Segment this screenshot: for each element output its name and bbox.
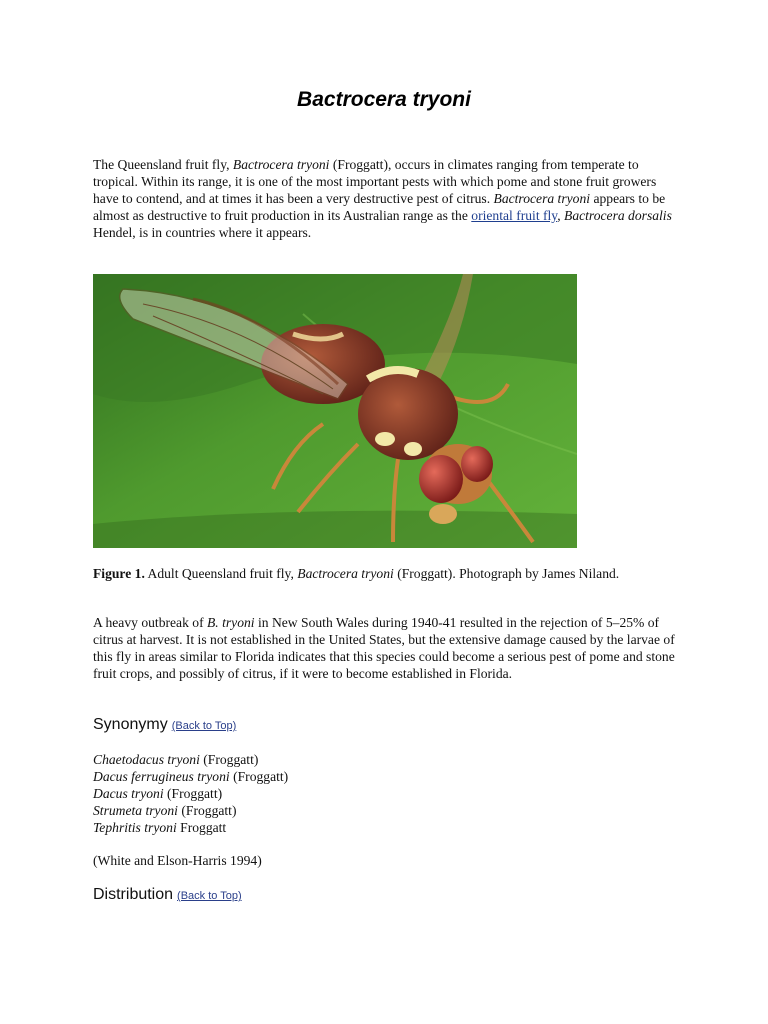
figure-label: Figure 1. (93, 566, 145, 581)
synonym-name: Dacus ferrugineus tryoni (93, 769, 230, 784)
oriental-fruit-fly-link[interactable]: oriental fruit fly (471, 208, 558, 223)
intro-text-4: , (557, 208, 565, 223)
caption-text-1: Adult Queensland fruit fly, (144, 566, 298, 581)
synonym-author: (Froggatt) (199, 752, 259, 767)
fruit-fly-illustration (93, 274, 577, 548)
synonymy-heading-text: Synonymy (93, 716, 168, 733)
intro-text-3: appears to be almost as destructive to fruit production in its Australian range as the (93, 191, 666, 223)
caption-text-2: (Froggatt). Photograph by James Niland. (393, 566, 620, 581)
synonym-name: Tephritis tryoni (93, 820, 177, 835)
synonym-author: (Froggatt) (177, 803, 237, 818)
intro-species-2: Bactrocera tryoni (493, 191, 591, 206)
synonym-author: (Froggatt) (229, 769, 289, 784)
caption-species: Bactrocera tryoni (297, 566, 394, 581)
distribution-back-to-top-link[interactable]: (Back to Top) (177, 890, 242, 902)
intro-paragraph (93, 156, 675, 241)
intro-text-1: The Queensland fruit fly, (93, 157, 233, 172)
fruit-fly-photo (93, 274, 577, 548)
synonym-item (93, 751, 675, 768)
synonym-item (93, 785, 675, 802)
figure-caption (93, 565, 675, 582)
synonym-item (93, 819, 675, 836)
synonym-item (93, 768, 675, 785)
intro-species-1: Bactrocera tryoni (232, 157, 330, 172)
synonym-name: Chaetodacus tryoni (93, 752, 200, 767)
intro-species-3: Bactrocera dorsalis (564, 208, 672, 223)
synonymy-back-to-top-link[interactable]: (Back to Top) (171, 720, 237, 732)
distribution-heading-text: Distribution (93, 886, 174, 903)
outbreak-species: B. tryoni (207, 615, 255, 630)
synonymy-heading (93, 716, 236, 734)
intro-text-2: (Froggatt), occurs in climates ranging from temperate to tropical. Within its range, it is one of the most important pests with which pome and stone fruit growers have to contend, and at times it has been a very destructive pest of citrus. (93, 157, 657, 206)
synonym-name: Dacus tryoni (93, 786, 164, 801)
synonym-author: (Froggatt) (163, 786, 223, 801)
page-title: Bactrocera tryoni (297, 88, 471, 111)
outbreak-text-1: A heavy outbreak of (93, 615, 207, 630)
synonym-item (93, 802, 675, 819)
synonym-author: Froggatt (176, 820, 227, 835)
synonym-list (93, 751, 675, 836)
synonym-name: Strumeta tryoni (93, 803, 178, 818)
outbreak-text-2: in New South Wales during 1940-41 resulted in the rejection of 5–25% of citrus at harvest. It is not established in the United States, but the extensive damage caused by the larvae of this fly in areas similar to Florida indicates that this species could become a serious pest of pome and stone fruit crops, and possibly of citrus, if it were to become established in Florida. (93, 615, 675, 681)
synonymy-reference: (White and Elson-Harris 1994) (93, 853, 262, 868)
outbreak-paragraph (93, 614, 675, 682)
intro-text-5: Hendel, is in countries where it appears. (93, 225, 312, 240)
distribution-heading (93, 886, 242, 904)
